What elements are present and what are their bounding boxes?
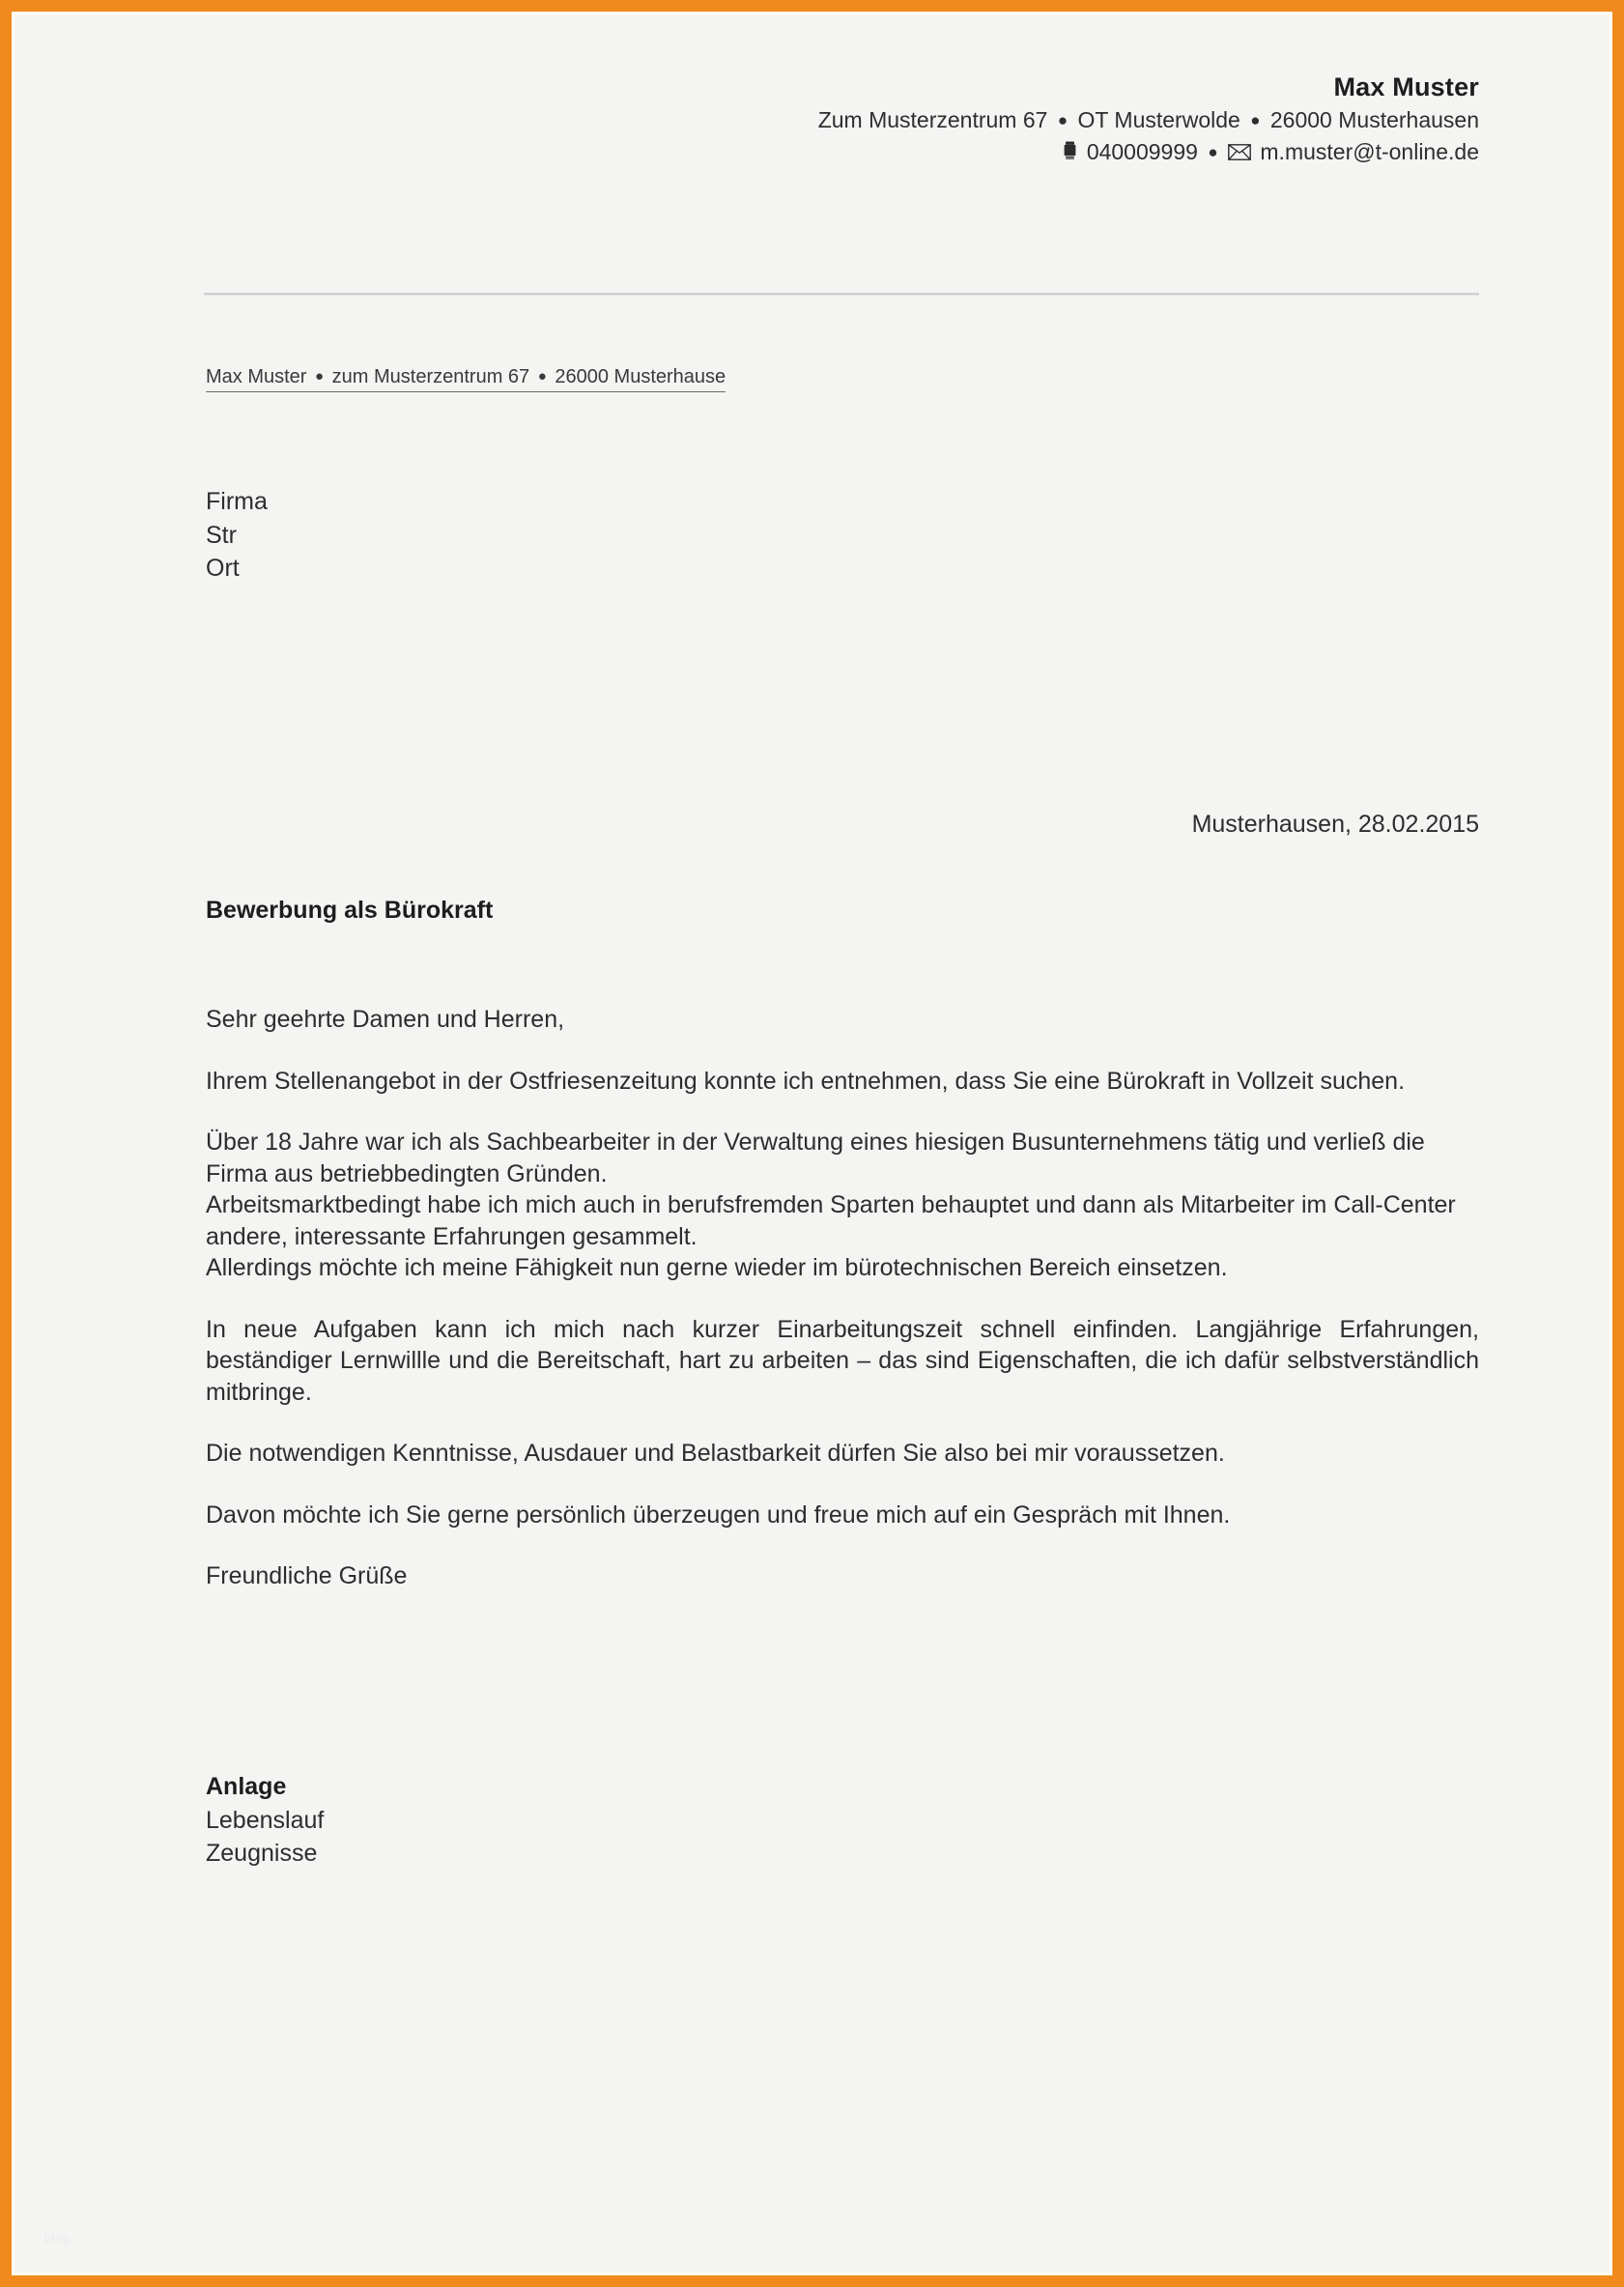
- sender-district: OT Musterwolde: [1077, 107, 1240, 133]
- subject-line: [206, 897, 493, 925]
- body-paragraph-2-line-1: Über 18 Jahre war ich als Sachbearbeiter in der Verwaltung eines hiesigen Busunternehmens tätig und verließ die Firma aus betriebbedingten Gründen.: [206, 1129, 1425, 1187]
- sender-contact-line: [818, 136, 1479, 168]
- sender-name: Max Muster: [1333, 72, 1479, 101]
- letter-body: [206, 1004, 1479, 1622]
- sender-address-line: [818, 104, 1479, 136]
- body-paragraph-1: Ihrem Stellenangebot in der Ostfriesenzeitung konnte ich entnehmen, dass Sie eine Bürokraft in Vollzeit suchen.: [206, 1067, 1406, 1095]
- attachment-item: Zeugnisse: [206, 1840, 318, 1867]
- sender-return-address: [206, 365, 726, 392]
- sender-city: 26000 Musterhausen: [1269, 107, 1479, 133]
- letter-content: [204, 14, 1479, 2273]
- return-city: 26000 Musterhause: [555, 366, 727, 387]
- subject-text: Bewerbung als Bürokraft: [206, 897, 494, 924]
- letter-sheet: [14, 14, 1610, 2273]
- sender-phone: 040009999: [1086, 138, 1198, 164]
- sender-street: Zum Musterzentrum 67: [817, 107, 1048, 133]
- body-paragraph-2-line-2: Arbeitsmarktbedingt habe ich mich auch in berufsfremden Sparten behauptet und dann als Mitarbeiter im Call-Center andere, interessante Erfahrungen gesammelt.: [206, 1191, 1456, 1250]
- body-paragraph-2-line-3: Allerdings möchte ich meine Fähigkeit nun gerne wieder im bürotechnischen Bereich einsetzen.: [206, 1254, 1228, 1281]
- bullet-separator-icon: ●: [315, 368, 325, 385]
- recipient-line-1: Firma: [206, 488, 268, 515]
- body-paragraph-4: Die notwendigen Kenntnisse, Ausdauer und Belastbarkeit dürfen Sie also bei mir voraussetzen.: [206, 1440, 1225, 1467]
- envelope-icon: [1228, 144, 1251, 160]
- bullet-separator-icon: ●: [1057, 111, 1068, 130]
- recipient-line-2: Str: [206, 521, 237, 549]
- bullet-separator-icon: ●: [1250, 111, 1261, 130]
- header-divider: [204, 293, 1479, 296]
- attachment-item: Lebenslauf: [206, 1806, 325, 1834]
- page-frame-inner: [12, 12, 1612, 2275]
- bullet-separator-icon: ●: [1208, 142, 1218, 161]
- body-paragraph-3: In neue Aufgaben kann ich mich nach kurzer Einarbeitungszeit schnell einfinden. Langjährige Erfahrungen, beständiger Lernwillle und die Bereitschaft, hart zu arbeiten – das sind Eigenschaften, die ich dafür selbstverständlich mitbringe.: [206, 1315, 1479, 1406]
- attachments-block: [206, 1770, 324, 1871]
- letterhead: [818, 71, 1479, 167]
- date-line: Musterhausen, 28.02.2015: [1191, 811, 1479, 838]
- body-paragraph-5: Davon möchte ich Sie gerne persönlich überzeugen und freue mich auf ein Gespräch mit Ihnen.: [206, 1501, 1231, 1529]
- recipient-address-block: [206, 485, 268, 586]
- phone-icon: [1063, 141, 1077, 160]
- watermark-text: blog: [44, 2231, 71, 2245]
- attachments-title: Anlage: [206, 1773, 287, 1800]
- salutation: Sehr geehrte Damen und Herren,: [206, 1006, 565, 1033]
- return-name: Max Muster: [206, 366, 307, 387]
- bullet-separator-icon: ●: [537, 368, 547, 385]
- recipient-line-3: Ort: [206, 555, 240, 582]
- closing-greeting: Freundliche Grüße: [206, 1562, 408, 1589]
- return-street: zum Musterzentrum 67: [331, 366, 530, 387]
- sender-email: m.muster@t-online.de: [1260, 138, 1479, 164]
